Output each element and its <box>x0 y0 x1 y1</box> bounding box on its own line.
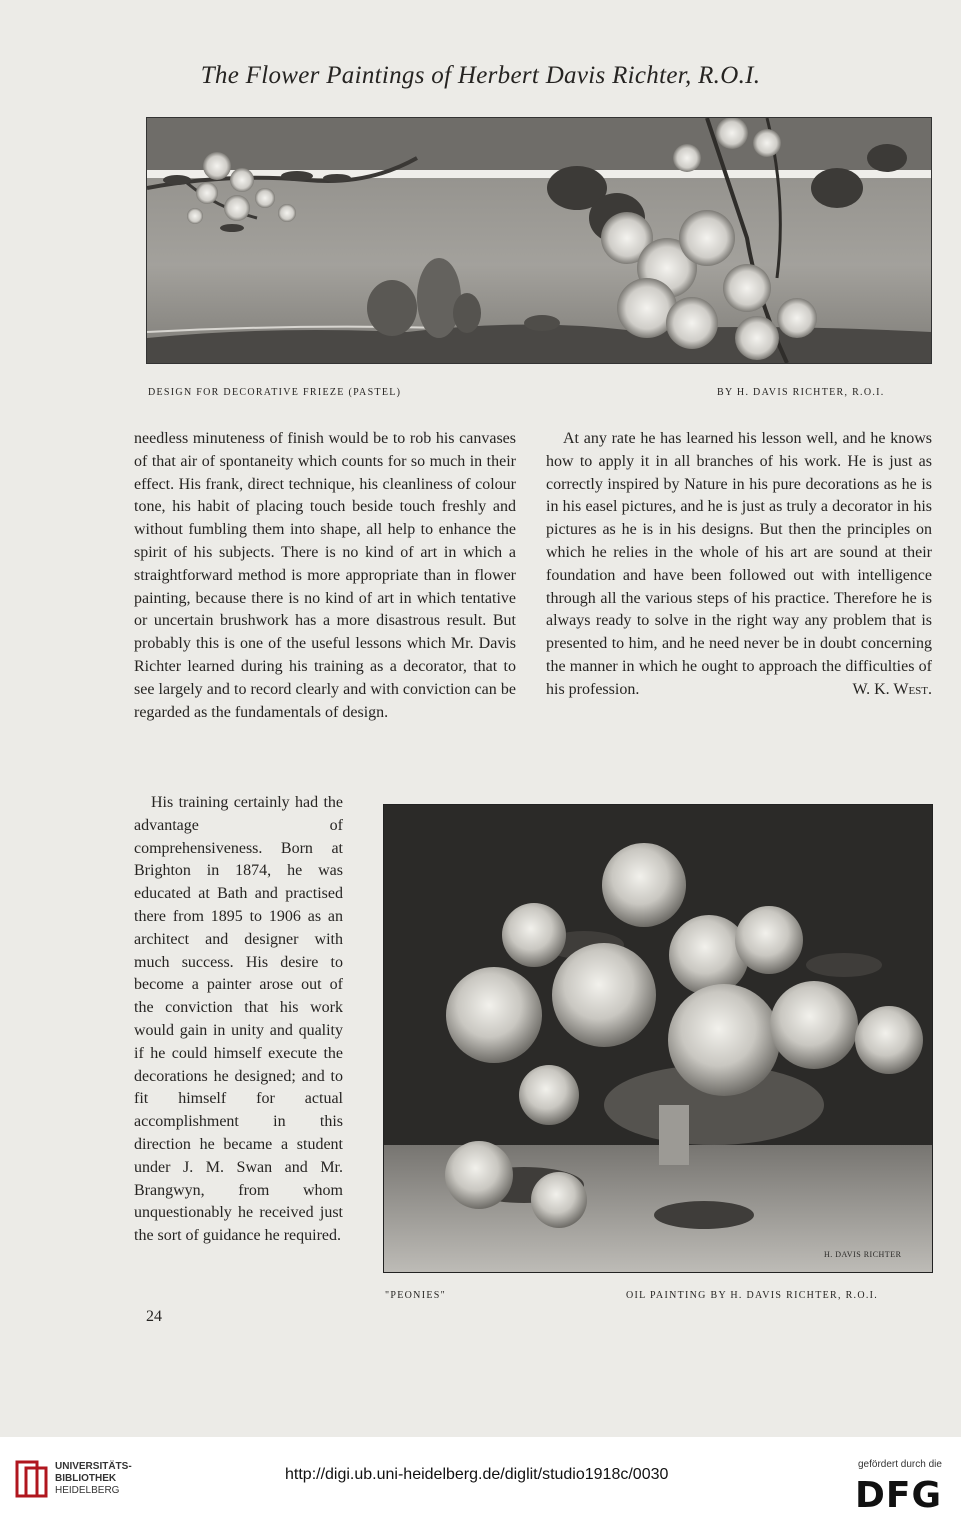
library-logo-icon <box>14 1459 50 1499</box>
right-column <box>546 428 932 702</box>
painting-title-caption: "PEONIES" <box>385 1290 446 1301</box>
source-url-link[interactable]: http://digi.ub.uni-heidelberg.de/diglit/studio1918c/0030 <box>285 1466 669 1483</box>
painting-credit-caption: OIL PAINTING BY H. DAVIS RICHTER, R.O.I. <box>626 1290 879 1301</box>
library-name <box>55 1461 132 1497</box>
frieze-illustration <box>146 117 932 364</box>
paragraph-3 <box>546 428 932 702</box>
frieze-caption: DESIGN FOR DECORATIVE FRIEZE (PASTEL) <box>148 387 402 398</box>
paragraph-3-text: At any rate he has learned his lesson well, and he knows how to apply it in all branches of his work. He is just as correctly inspired by Nature in his pure decorations as he is in his easel pictures, and he is just as truly a decorator in his pictures as he is in his designs. But then the principles on which he relies in the whole of his art are sound at their foundation and have been followed out with intelligence through all the various steps of his practice. Therefore he is always ready to solve in the right way any problem that is presented to him, and he need never be in doubt concerning the manner in which he ought to approach the difficulties of his profession. <box>546 430 932 698</box>
left-column-narrow <box>134 792 343 1248</box>
page-number: 24 <box>146 1308 162 1325</box>
digitization-footer <box>0 1437 961 1527</box>
left-column-top <box>134 428 516 724</box>
library-name-line2: BIBLIOTHEK <box>55 1473 117 1484</box>
author-signature: W. K. West. <box>852 680 932 698</box>
funded-by-label: gefördert durch die <box>858 1459 942 1470</box>
library-name-line1: UNIVERSITÄTS- <box>55 1461 132 1472</box>
library-name-line3: HEIDELBERG <box>55 1485 120 1496</box>
peonies-painting <box>383 804 933 1273</box>
dfg-logo: DFG <box>855 1475 943 1516</box>
page-title: The Flower Paintings of Herbert Davis Richter, R.O.I. <box>200 62 761 89</box>
painting-signature: H. DAVIS RICHTER <box>824 1250 902 1259</box>
paragraph-2: His training certainly had the advantage of comprehensiveness. Born at Brighton in 1874, he was educated at Bath and practised there from 1895 to 1906 as an architect and designer with much success. His desire to become a painter arose out of the conviction that his work would gain in unity and quality if he could himself execute the decorations he designed; and to fit himself for actual accomplishment in this direction he became a student under J. M. Swan and Mr. Brangwyn, from whom unquestionably he received just the sort of guidance he required. <box>134 794 343 1245</box>
frieze-credit: BY H. DAVIS RICHTER, R.O.I. <box>717 387 885 398</box>
paragraph-1: needless minuteness of finish would be to rob his canvases of that air of spontaneity which counts for so much in their effect. His frank, direct technique, his cleanliness of colour tone, his habit of placing touch beside touch freshly and without fumbling them into shape, all help to enhance the spirit of his subjects. There is no kind of art in which a straightforward method is more appropriate than in flower painting, because there is no kind of art in which tentative or uncertain brushwork has a more disastrous result. But probably this is one of the useful lessons which Mr. Davis Richter learned during his training as a decorator, that to see largely and to record clearly and with conviction can be regarded as the fundamentals of design. <box>134 430 516 721</box>
